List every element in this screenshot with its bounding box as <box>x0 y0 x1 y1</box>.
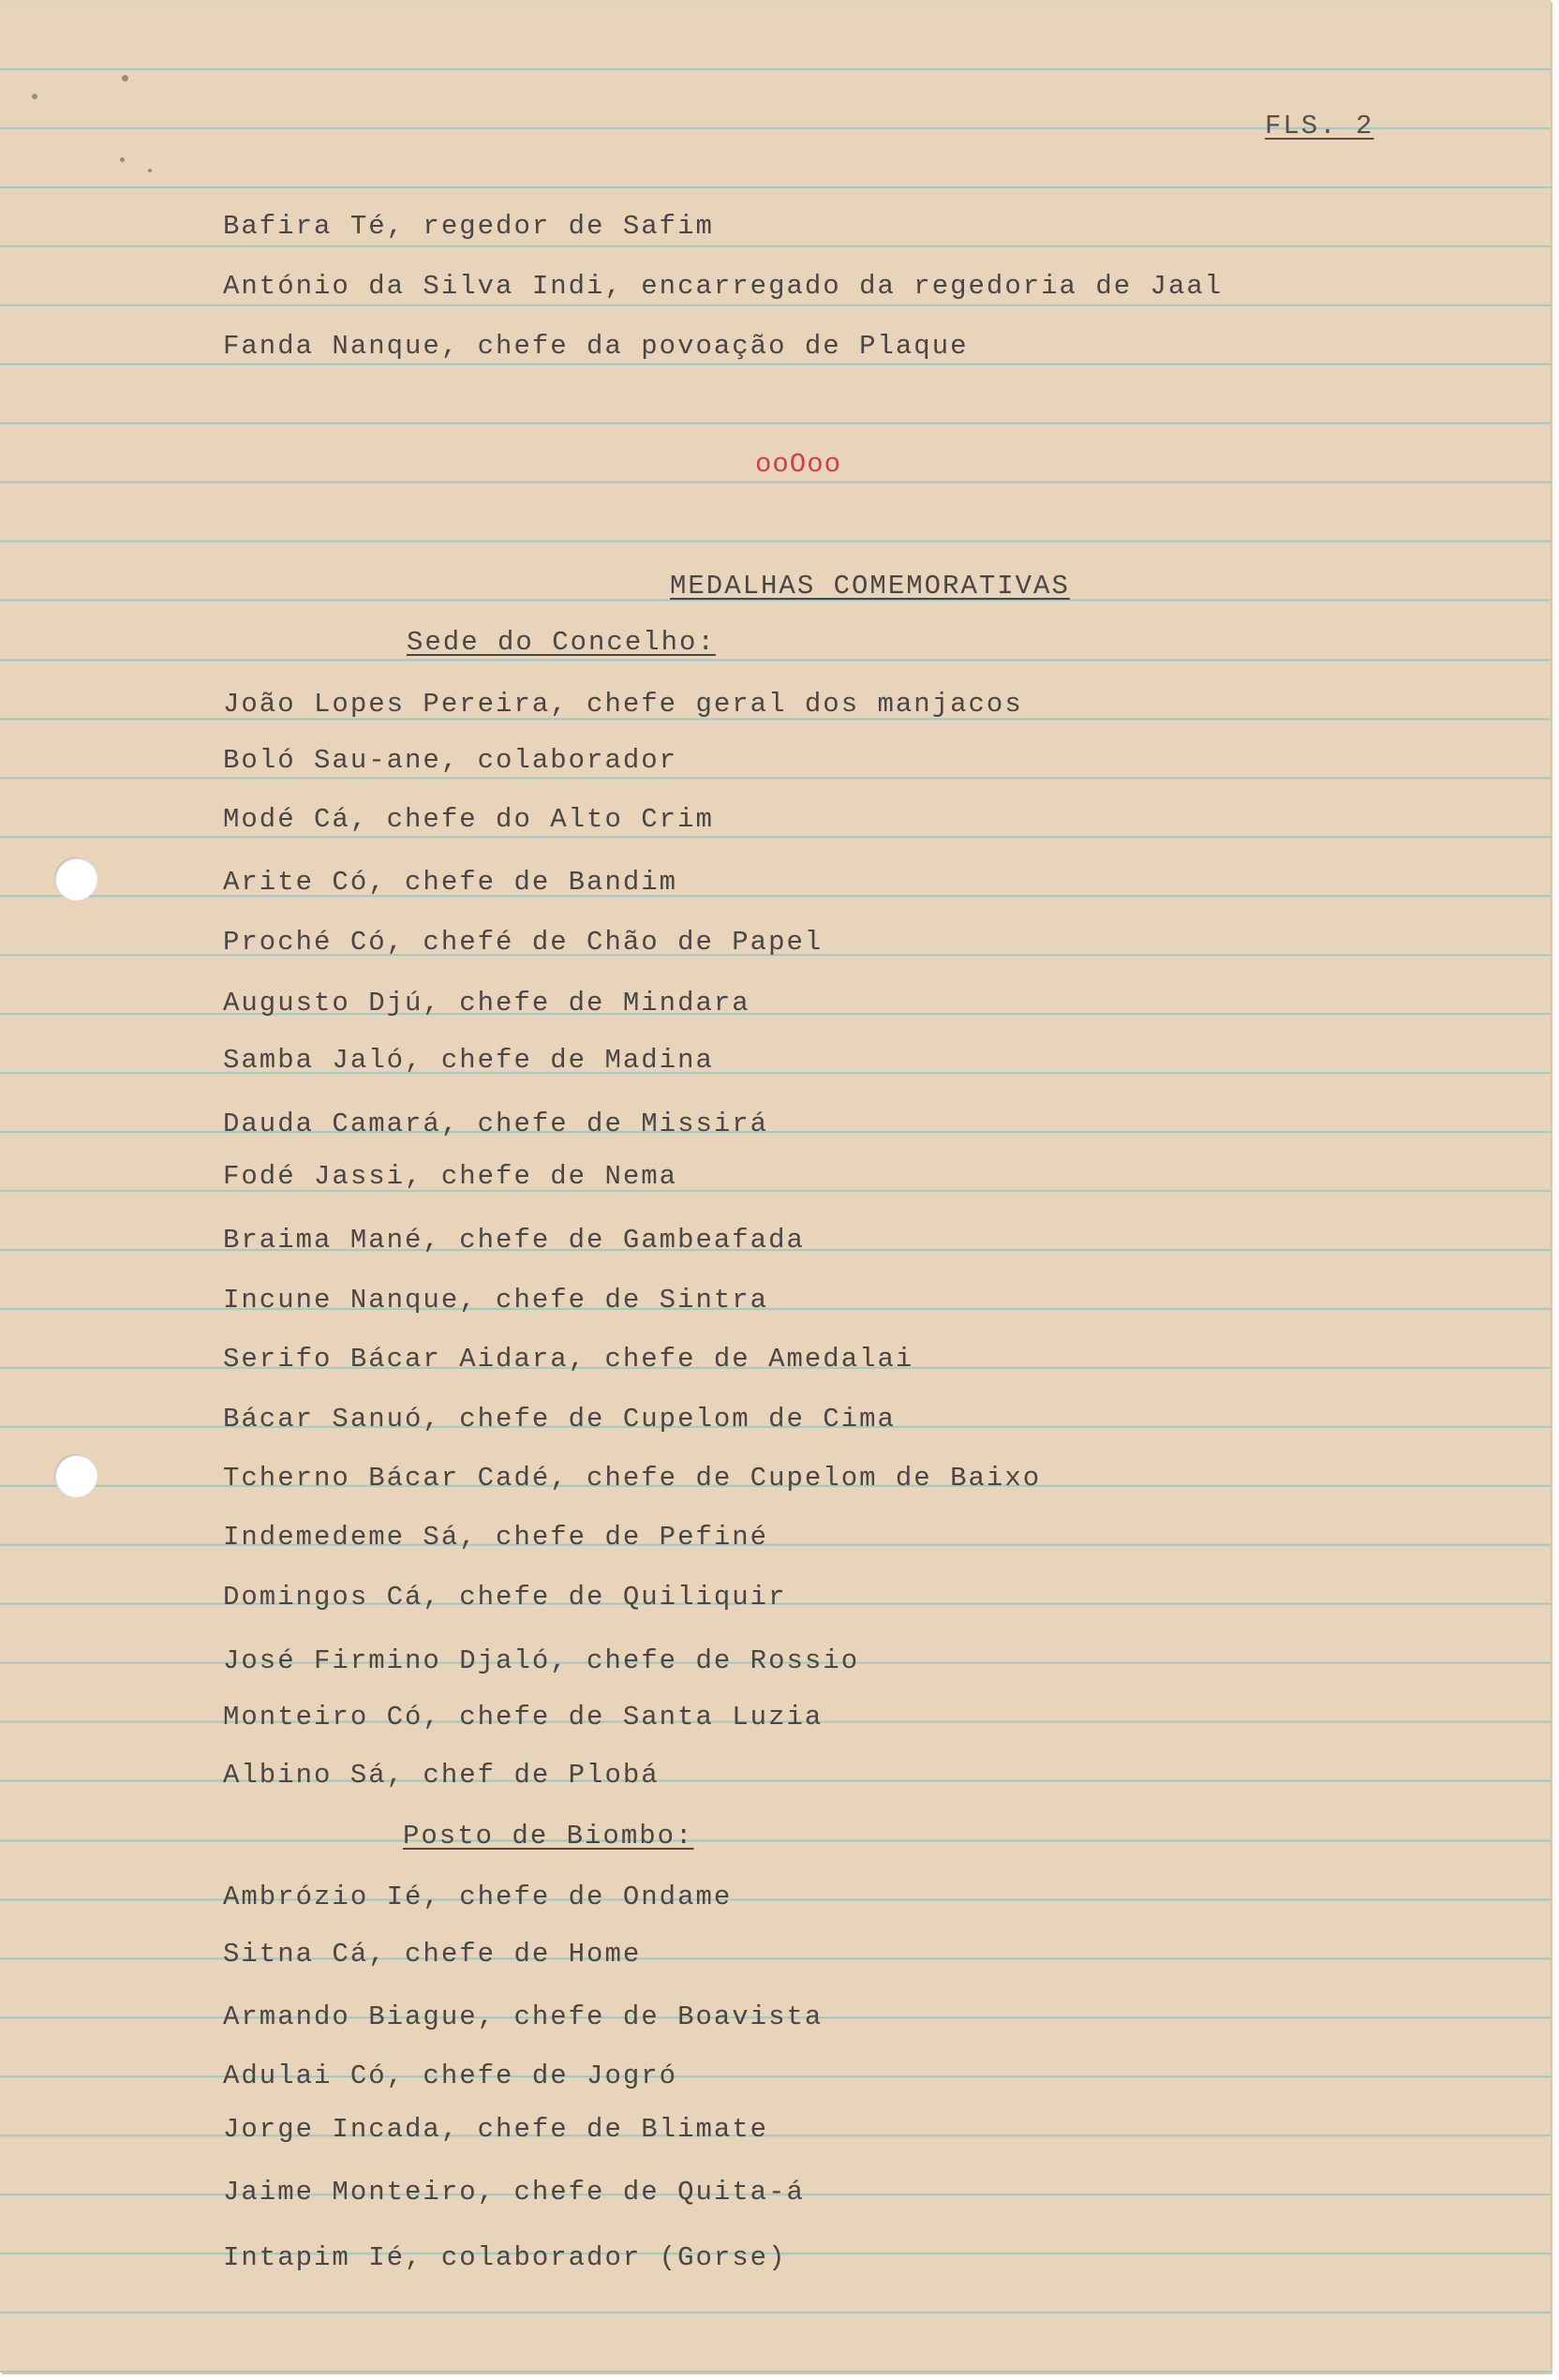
punch-hole-top <box>54 857 97 900</box>
list-item: Sitna Cá, chefe de Home <box>223 1939 642 1970</box>
paper-speck <box>122 75 128 82</box>
list-item: Tcherno Bácar Cadé, chefe de Cupelom de Baixo <box>223 1463 1042 1494</box>
list-item: Adulai Có, chefe de Jogró <box>223 2060 678 2091</box>
list-item: Proché Có, chefé de Chão de Papel <box>223 927 824 958</box>
list-item: Arite Có, chefe de Bandim <box>223 867 678 898</box>
section-separator-ornament: ooOoo <box>755 449 842 480</box>
list-item: José Firmino Djaló, chefe de Rossio <box>223 1645 860 1676</box>
paper-speck <box>120 157 125 162</box>
list-item: Indemedeme Sá, chefe de Pefiné <box>223 1522 769 1553</box>
subheading-posto-de-biombo: Posto de Biombo: <box>403 1821 694 1852</box>
list-item: Jorge Incada, chefe de Blimate <box>223 2114 769 2145</box>
list-item: Augusto Djú, chefe de Mindara <box>223 988 750 1019</box>
intro-entry: António da Silva Indi, encarregado da regedoria de Jaal <box>223 271 1224 302</box>
list-item: Fodé Jassi, chefe de Nema <box>223 1161 678 1192</box>
page-number: FLS. 2 <box>1265 111 1374 141</box>
intro-entry: Bafira Té, regedor de Safim <box>223 211 714 242</box>
list-item: Ambrózio Ié, chefe de Ondame <box>223 1882 733 1912</box>
list-item: Boló Sau-ane, colaborador <box>223 745 678 776</box>
section-title: MEDALHAS COMEMORATIVAS <box>670 571 1070 602</box>
list-item: Monteiro Có, chefe de Santa Luzia <box>223 1702 824 1733</box>
paper-speck <box>148 169 152 172</box>
list-item: Domingos Cá, chefe de Quiliquir <box>223 1582 787 1613</box>
list-item: Armando Biague, chefe de Boavista <box>223 2001 824 2032</box>
list-item: Incune Nanque, chefe de Sintra <box>223 1285 769 1316</box>
list-item: João Lopes Pereira, chefe geral dos manjacos <box>223 689 1023 720</box>
list-item: Bácar Sanuó, chefe de Cupelom de Cima <box>223 1404 896 1435</box>
list-item: Jaime Monteiro, chefe de Quita-á <box>223 2177 805 2208</box>
subheading-sede-do-concelho: Sede do Concelho: <box>407 627 716 658</box>
list-item: Albino Sá, chef de Plobá <box>223 1760 660 1791</box>
punch-hole-bottom <box>54 1454 97 1497</box>
intro-entry: Fanda Nanque, chefe da povoação de Plaque <box>223 331 969 362</box>
list-item: Intapim Ié, colaborador (Gorse) <box>223 2242 787 2273</box>
paper-speck <box>32 94 37 99</box>
list-item: Dauda Camará, chefe de Missirá <box>223 1108 769 1139</box>
list-item: Braima Mané, chefe de Gambeafada <box>223 1225 805 1256</box>
list-item: Modé Cá, chefe do Alto Crim <box>223 804 714 835</box>
list-item: Serifo Bácar Aidara, chefe de Amedalai <box>223 1344 914 1375</box>
list-item: Samba Jaló, chefe de Madina <box>223 1045 714 1076</box>
